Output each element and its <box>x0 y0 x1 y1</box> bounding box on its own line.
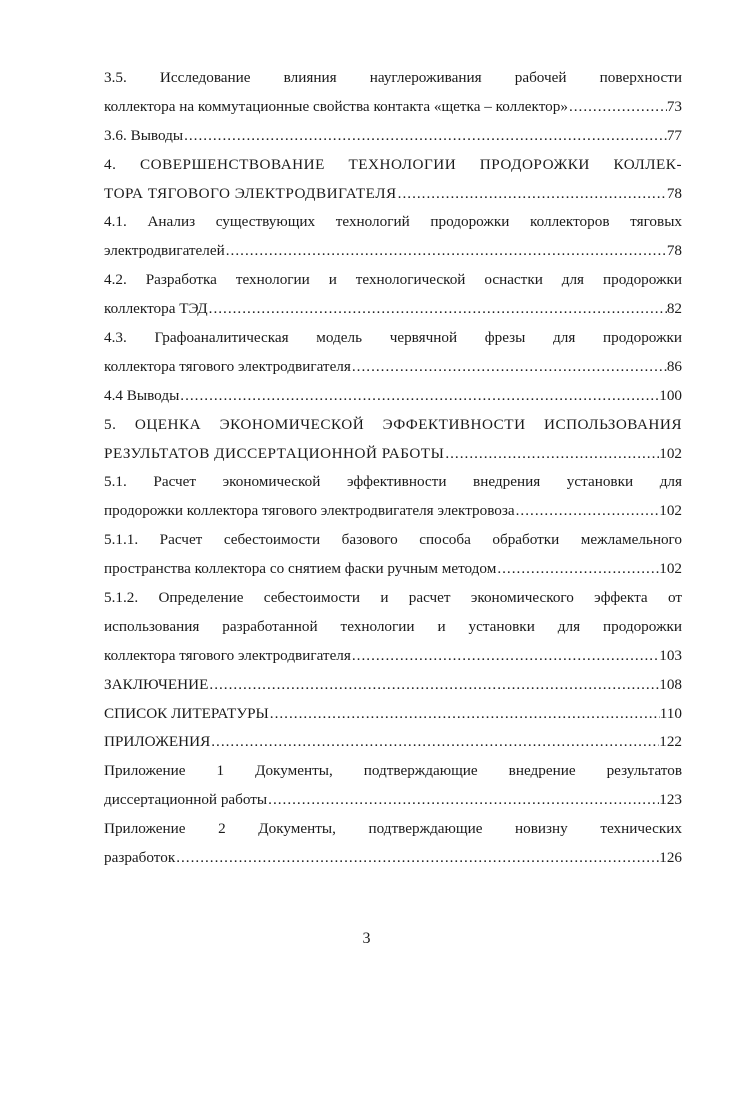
toc-entry-title: 4.4 Выводы <box>104 386 180 404</box>
toc-page-number: 100 <box>659 386 682 404</box>
toc-entry-title: РЕЗУЛЬТАТОВ ДИССЕРТАЦИОННОЙ РАБОТЫ <box>104 444 445 462</box>
toc-entry-4-4 <box>104 382 682 411</box>
dot-leader <box>183 122 667 151</box>
toc-entry-line: 5.1.1. Расчет себестоимости базового способа обработки межламельного <box>104 531 682 549</box>
toc-entry-title: коллектора на коммутационные свойства контакта «щетка – коллектор» <box>104 97 568 115</box>
toc-entry-title: продорожки коллектора тягового электродвигателя электровоза <box>104 502 515 520</box>
toc-entry-appendix-2 <box>104 815 682 873</box>
toc-entry-appendix-1 <box>104 757 682 815</box>
toc-entry-line: 4. СОВЕРШЕНСТВОВАНИЕ ТЕХНОЛОГИИ ПРОДОРОЖКИ КОЛЛЕК- <box>104 155 682 173</box>
toc-entry-last-line <box>104 728 682 757</box>
toc-entry-5-1-2 <box>104 584 682 671</box>
toc-entry-title: ЗАКЛЮЧЕНИЕ <box>104 675 209 693</box>
toc-entry-last-line <box>104 844 682 873</box>
dot-leader <box>175 844 659 873</box>
table-of-contents <box>104 64 682 873</box>
dot-leader <box>351 353 667 382</box>
toc-entry-title: ПРИЛОЖЕНИЯ <box>104 733 211 751</box>
toc-page-number: 110 <box>659 704 682 722</box>
toc-entry-line: использования разработанной технологии и установки для продорожки <box>104 617 682 635</box>
toc-entry-line: 4.1. Анализ существующих технологий продорожки коллекторов тяговых <box>104 213 682 231</box>
toc-entry-line: 5.1.2. Определение себестоимости и расчет экономического эффекта от <box>104 589 682 607</box>
toc-entry-4-1 <box>104 208 682 266</box>
toc-page-number: 78 <box>666 184 682 202</box>
dot-leader <box>351 642 659 671</box>
page-number: 3 <box>362 930 371 947</box>
toc-page-number: 86 <box>666 357 682 375</box>
toc-entry-line: Приложение 1 Документы, подтверждающие внедрение результатов <box>104 762 682 780</box>
toc-page-number: 108 <box>659 675 682 693</box>
toc-page-number: 102 <box>659 444 682 462</box>
dot-leader <box>397 180 667 209</box>
toc-entry-line: 4.3. Графоаналитическая модель червячной фрезы для продорожки <box>104 329 682 347</box>
toc-entry-title: разработок <box>104 849 176 867</box>
toc-entry-line: 3.5. Исследование влияния науглероживания рабочей поверхности <box>104 69 682 86</box>
toc-entry-line: 5.1. Расчет экономической эффективности внедрения установки для <box>104 473 682 491</box>
toc-entry-line: Приложение 2 Документы, подтверждающие новизну технических <box>104 820 682 838</box>
toc-page-number: 102 <box>659 502 682 520</box>
toc-page-number: 126 <box>659 849 682 867</box>
dot-leader <box>496 555 659 584</box>
toc-entry-4 <box>104 151 682 209</box>
toc-entry-title: коллектора тягового электродвигателя <box>104 646 351 664</box>
toc-entry-last-line <box>104 671 682 700</box>
toc-entry-last-line <box>104 497 682 526</box>
dot-leader <box>225 237 667 266</box>
toc-entry-last-line <box>104 237 682 266</box>
toc-page-number: 122 <box>659 733 682 751</box>
toc-entry-references <box>104 700 682 729</box>
toc-entry-line: 5. ОЦЕНКА ЭКОНОМИЧЕСКОЙ ЭФФЕКТИВНОСТИ ИСПОЛЬЗОВАНИЯ <box>104 415 682 433</box>
dot-leader <box>208 671 659 700</box>
toc-page-number: 77 <box>666 126 682 144</box>
dot-leader <box>208 295 667 324</box>
toc-entry-line: 4.2. Разработка технологии и технологической оснастки для продорожки <box>104 271 682 289</box>
dot-leader <box>179 382 659 411</box>
toc-page-number: 82 <box>666 300 682 318</box>
toc-page-number: 78 <box>666 242 682 260</box>
toc-entry-5-1 <box>104 468 682 526</box>
dot-leader <box>515 497 660 526</box>
dot-leader <box>269 700 660 729</box>
toc-entry-conclusion <box>104 671 682 700</box>
toc-page-number: 102 <box>659 560 682 578</box>
dot-leader <box>210 728 659 757</box>
toc-entry-5-1-1 <box>104 526 682 584</box>
toc-entry-last-line <box>104 555 682 584</box>
toc-page-number: 123 <box>659 791 682 809</box>
toc-entry-last-line <box>104 440 682 469</box>
toc-entry-title: 3.6. Выводы <box>104 126 184 144</box>
toc-entry-last-line <box>104 382 682 411</box>
toc-entry-title: пространства коллектора со снятием фаски ручным методом <box>104 560 497 578</box>
toc-entry-title: диссертационной работы <box>104 791 268 809</box>
toc-entry-last-line <box>104 786 682 815</box>
toc-entry-last-line <box>104 642 682 671</box>
toc-entry-last-line <box>104 122 682 151</box>
toc-page-number: 103 <box>659 646 682 664</box>
toc-entry-3-5 <box>104 64 682 122</box>
toc-entry-title: коллектора тягового электродвигателя <box>104 357 351 375</box>
toc-entry-title: СПИСОК ЛИТЕРАТУРЫ <box>104 704 269 722</box>
toc-entry-title: коллектора ТЭД <box>104 300 208 318</box>
toc-entry-last-line <box>104 295 682 324</box>
toc-entry-last-line <box>104 93 682 122</box>
toc-entry-last-line <box>104 700 682 729</box>
dot-leader <box>267 786 659 815</box>
toc-entry-3-6 <box>104 122 682 151</box>
toc-entry-title: электродвигателей <box>104 242 225 260</box>
toc-page-number: 73 <box>666 97 682 115</box>
toc-entry-4-3 <box>104 324 682 382</box>
toc-entry-appendices <box>104 728 682 757</box>
toc-entry-4-2 <box>104 266 682 324</box>
toc-entry-last-line <box>104 180 682 209</box>
toc-entry-5 <box>104 411 682 469</box>
dot-leader <box>444 440 659 469</box>
toc-entry-title: ТОРА ТЯГОВОГО ЭЛЕКТРОДВИГАТЕЛЯ <box>104 184 397 202</box>
dot-leader <box>568 93 667 122</box>
toc-entry-last-line <box>104 353 682 382</box>
